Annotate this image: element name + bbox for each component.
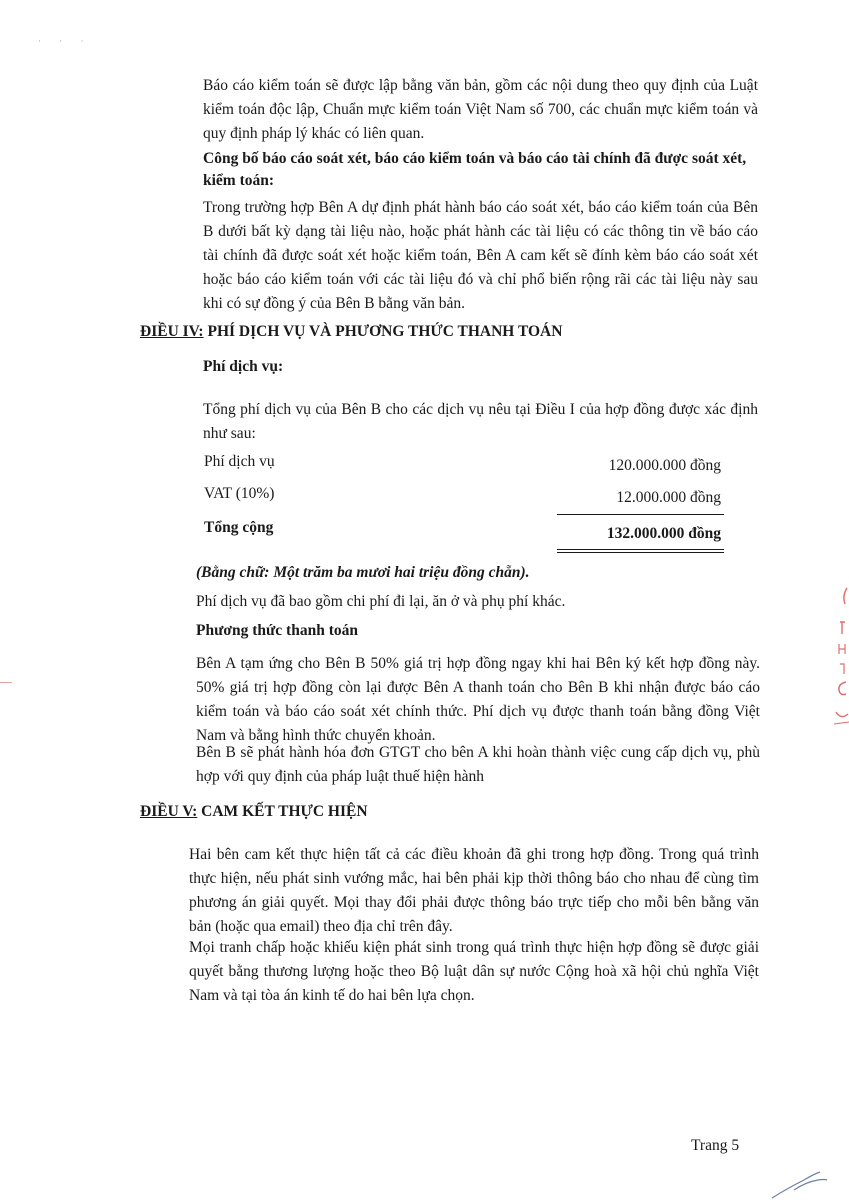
signature-initial-mark [770, 1168, 830, 1200]
scan-speckles: · · · [38, 36, 92, 46]
total-label: Tổng cộng [204, 519, 274, 536]
intro-paragraph: Báo cáo kiểm toán sẽ được lập bằng văn bản, gồm các nội dung theo quy định của Luật kiểm toán độc lập, Chuẩn mực kiểm toán Việt Nam số 700, các chuẩn mực kiểm toán và quy định pháp lý khác có liên quan. [203, 77, 758, 142]
edge-mark [0, 682, 12, 683]
seal-fragment-graphic [830, 582, 849, 732]
fee-intro: Tổng phí dịch vụ của Bên B cho các dịch vụ nêu tại Điều I của hợp đồng được xác định như sau: [203, 401, 758, 442]
payment-paragraph-1: Bên A tạm ứng cho Bên B 50% giá trị hợp đồng ngay khi hai Bên ký kết hợp đồng này. 50% giá trị hợp đồng còn lại được Bên A thanh toán cho Bên B khi nhận được báo cáo kiểm toán và báo cáo soát xét chính thức. Phí dịch vụ được thanh toán bằng đồng Việt Nam và bằng hình thức chuyển khoản. [196, 655, 760, 744]
publication-paragraph: Trong trường hợp Bên A dự định phát hành báo cáo soát xét, báo cáo kiểm toán của Bên B dưới bất kỳ dạng tài liệu nào, hoặc phát hành các tài liệu có các thông tin về báo cáo tài chính đã được soát xét hoặc kiểm toán, Bên A cam kết sẽ đính kèm báo cáo soát xét hoặc báo cáo kiểm toán với các tài liệu đó và chỉ phổ biến rộng rãi các tài liệu này sau khi có sự đồng ý của Bên B bằng văn bản. [203, 199, 758, 312]
fee-includes-note: Phí dịch vụ đã bao gồm chi phí đi lại, ăn ở và phụ phí khác. [196, 593, 566, 610]
page-number: Trang 5 [691, 1137, 740, 1154]
vat-row-label: VAT (10%) [204, 485, 275, 502]
payment-paragraph-2: Bên B sẽ phát hành hóa đơn GTGT cho bên A khi hoàn thành việc cung cấp dịch vụ, phù hợp với quy định của pháp luật thuế hiện hành [196, 744, 760, 785]
publication-heading: Công bố báo cáo soát xét, báo cáo kiểm toán và báo cáo tài chính đã được soát xét, kiểm toán: [203, 150, 747, 189]
fee-row-label: Phí dịch vụ [204, 453, 275, 470]
article-4-number: ĐIỀU IV: [140, 323, 204, 340]
article-5-number: ĐIỀU V: [140, 803, 198, 820]
amount-in-words: (Bằng chữ: Một trăm ba mươi hai triệu đồng chẵn). [196, 564, 530, 581]
commitment-paragraph-1: Hai bên cam kết thực hiện tất cả các điều khoản đã ghi trong hợp đồng. Trong quá trình thực hiện, nếu phát sinh vướng mắc, hai bên phải kịp thời thông báo cho nhau để cùng tìm phương án giải quyết. Mọi thay đổi phải được thông báo trực tiếp cho mỗi bên bằng văn bản (hoặc qua email) theo địa chỉ trên đây. [189, 846, 759, 935]
fee-row-amount: 120.000.000 đồng [608, 457, 721, 474]
article-4-title: PHÍ DỊCH VỤ VÀ PHƯƠNG THỨC THANH TOÁN [203, 323, 563, 340]
article-5-heading [140, 801, 368, 823]
total-amount: 132.000.000 đồng [606, 525, 721, 542]
payment-heading: Phương thức thanh toán [196, 622, 358, 639]
fee-heading: Phí dịch vụ: [203, 358, 284, 375]
article-5-title: CAM KẾT THỰC HIỆN [197, 803, 368, 820]
total-rule-2 [557, 552, 724, 553]
article-4-heading [140, 321, 562, 343]
vat-row-amount: 12.000.000 đồng [616, 489, 721, 506]
partial-seal-stamp [830, 582, 849, 746]
subtotal-rule [557, 514, 724, 515]
commitment-paragraph-2: Mọi tranh chấp hoặc khiếu kiện phát sinh trong quá trình thực hiện hợp đồng sẽ được giải quyết bằng thương lượng hoặc theo Bộ luật dân sự nước Cộng hoà xã hội chủ nghĩa Việt Nam và tại tòa án kinh tế do hai bên lựa chọn. [189, 939, 759, 1004]
total-rule-1 [557, 549, 724, 550]
